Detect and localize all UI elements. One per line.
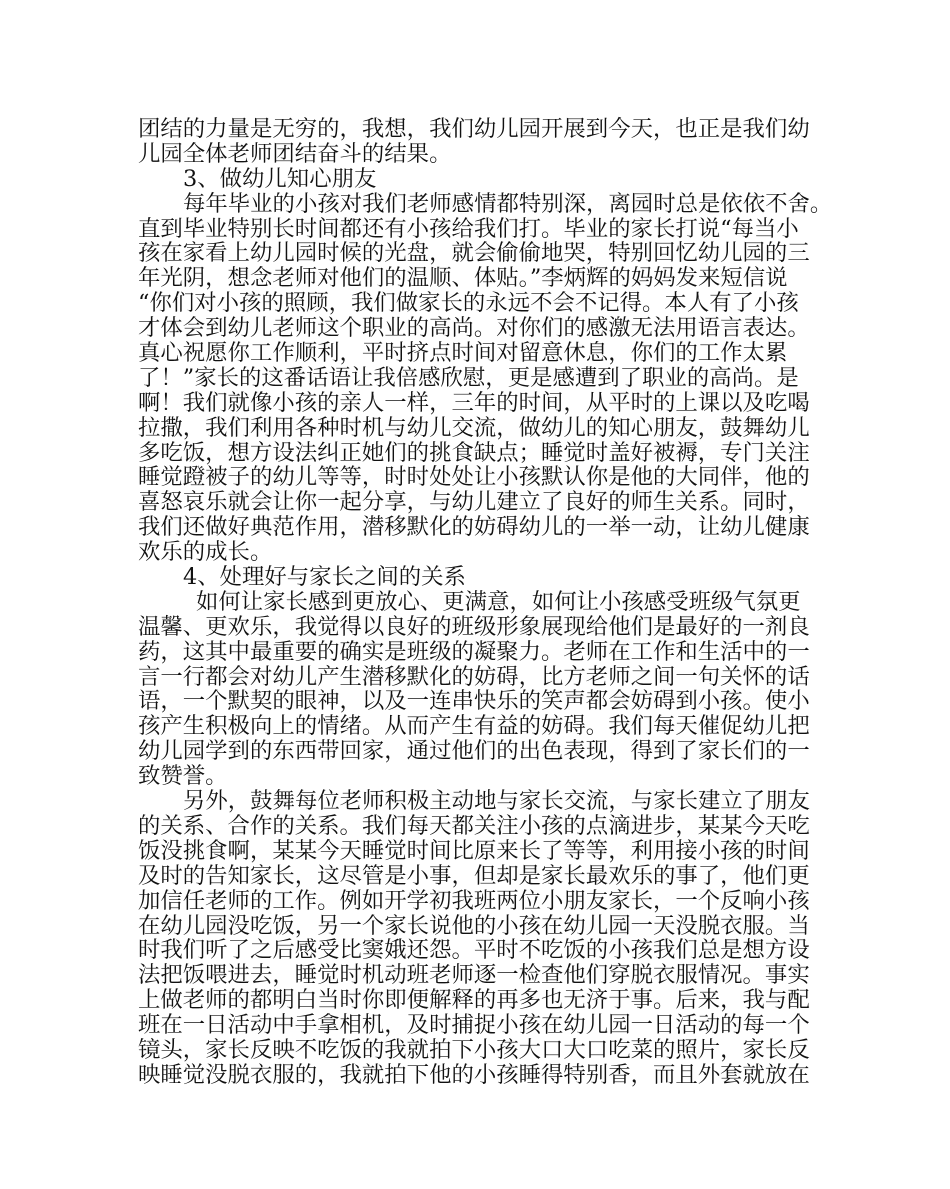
- text-line: 上做老师的都明白当时你即便解释的再多也无济于事。后来，我与配: [138, 987, 810, 1014]
- text-line: 幼儿园学到的东西带回家，通过他们的出色表现，得到了家长们的一: [138, 738, 810, 765]
- text-line: 及时的告知家长，这尽管是小事，但却是家长最欢乐的事了，他们更: [138, 862, 810, 889]
- text-line: 言一行都会对幼儿产生潜移默化的妨碍，比方老师之间一句关怀的话: [138, 663, 810, 690]
- text-line: 我们还做好典范作用，潜移默化的妨碍幼儿的一举一动，让幼儿健康: [138, 514, 810, 541]
- text-line: 儿园全体老师团结奋斗的结果。: [138, 140, 452, 167]
- text-line: 镜头，家长反映不吃饭的我就拍下小孩大口大口吃菜的照片，家长反: [138, 1036, 810, 1063]
- text-line: 孩在家看上幼儿园时候的光盘，就会偷偷地哭，特别回忆幼儿园的三: [138, 240, 810, 267]
- text-line: “你们对小孩的照顾，我们做家长的永远不会不记得。本人有了小孩: [138, 290, 799, 317]
- text-line: 在幼儿园没吃饭，另一个家长说他的小孩在幼儿园一天没脱衣服。当: [138, 912, 810, 939]
- text-line: 的关系、合作的关系。我们每天都关注小孩的点滴进步，某某今天吃: [138, 812, 810, 839]
- text-line: 4、处理好与家长之间的关系: [183, 564, 466, 591]
- document-body-text: [138, 116, 833, 1088]
- text-line: 喜怒哀乐就会让你一起分享，与幼儿建立了良好的师生关系。同时，: [138, 489, 810, 516]
- text-line: 拉撒，我们利用各种时机与幼儿交流，做幼儿的知心朋友，鼓舞幼儿: [138, 414, 810, 441]
- text-line: 多吃饭，想方设法纠正她们的挑食缺点；睡觉时盖好被褥，专门关注: [138, 439, 810, 466]
- text-line: 了！”家长的这番话语让我倍感欣慰，更是感遭到了职业的高尚。是: [138, 364, 799, 391]
- text-line: 直到毕业特别长时间都还有小孩给我们打。毕业的家长打说“每当小: [138, 215, 799, 242]
- text-line: 年光阴，想念老师对他们的温顺、体贴。”李炳辉的妈妈发来短信说: [138, 265, 788, 292]
- text-line: 时我们听了之后感受比窦娥还怨。平时不吃饭的小孩我们总是想方设: [138, 937, 810, 964]
- text-line: 药，这其中最重要的确实是班级的凝聚力。老师在工作和生活中的一: [138, 638, 810, 665]
- text-line: 语，一个默契的眼神，以及一连串快乐的笑声都会妨碍到小孩。使小: [138, 688, 810, 715]
- text-line: 才体会到幼儿老师这个职业的高尚。对你们的感激无法用语言表达。: [138, 315, 810, 342]
- text-line: 欢乐的成长。: [138, 539, 273, 566]
- text-line: 每年毕业的小孩对我们老师感情都特别深，离园时总是依依不舍。: [183, 190, 833, 217]
- text-line: 班在一日活动中手拿相机，及时捕捉小孩在幼儿园一日活动的每一个: [138, 1012, 810, 1039]
- text-line: 真心祝愿你工作顺利，平时挤点时间对留意休息，你们的工作太累: [138, 340, 788, 367]
- text-line: 团结的力量是无穷的，我想，我们幼儿园开展到今天，也正是我们幼: [138, 116, 810, 142]
- text-line: 如何让家长感到更放心、更满意，如何让小孩感受班级气氛更: [196, 588, 801, 615]
- text-line: 3、做幼儿知心朋友: [183, 165, 377, 192]
- text-line: 致赞誉。: [138, 763, 228, 790]
- text-line: 映睡觉没脱衣服的，我就拍下他的小孩睡得特别香，而且外套就放在: [138, 1061, 810, 1088]
- text-line: 睡觉蹬被子的幼儿等等，时时处处让小孩默认你是他的大同伴，他的: [138, 464, 810, 491]
- text-line: 另外，鼓舞每位老师积极主动地与家长交流，与家长建立了朋友: [183, 788, 810, 815]
- text-line: 啊！我们就像小孩的亲人一样，三年的时间，从平时的上课以及吃喝: [138, 389, 810, 416]
- text-line: 饭没挑食啊，某某今天睡觉时间比原来长了等等，利用接小孩的时间: [138, 837, 810, 864]
- text-line: 法把饭喂进去，睡觉时机动班老师逐一检查他们穿脱衣服情况。事实: [138, 962, 810, 989]
- text-line: 温馨、更欢乐，我觉得以良好的班级形象展现给他们是最好的一剂良: [138, 613, 810, 640]
- text-line: 孩产生积极向上的情绪。从而产生有益的妨碍。我们每天催促幼儿把: [138, 713, 810, 740]
- text-line: 加信任老师的工作。例如开学初我班两位小朋友家长，一个反响小孩: [138, 887, 810, 914]
